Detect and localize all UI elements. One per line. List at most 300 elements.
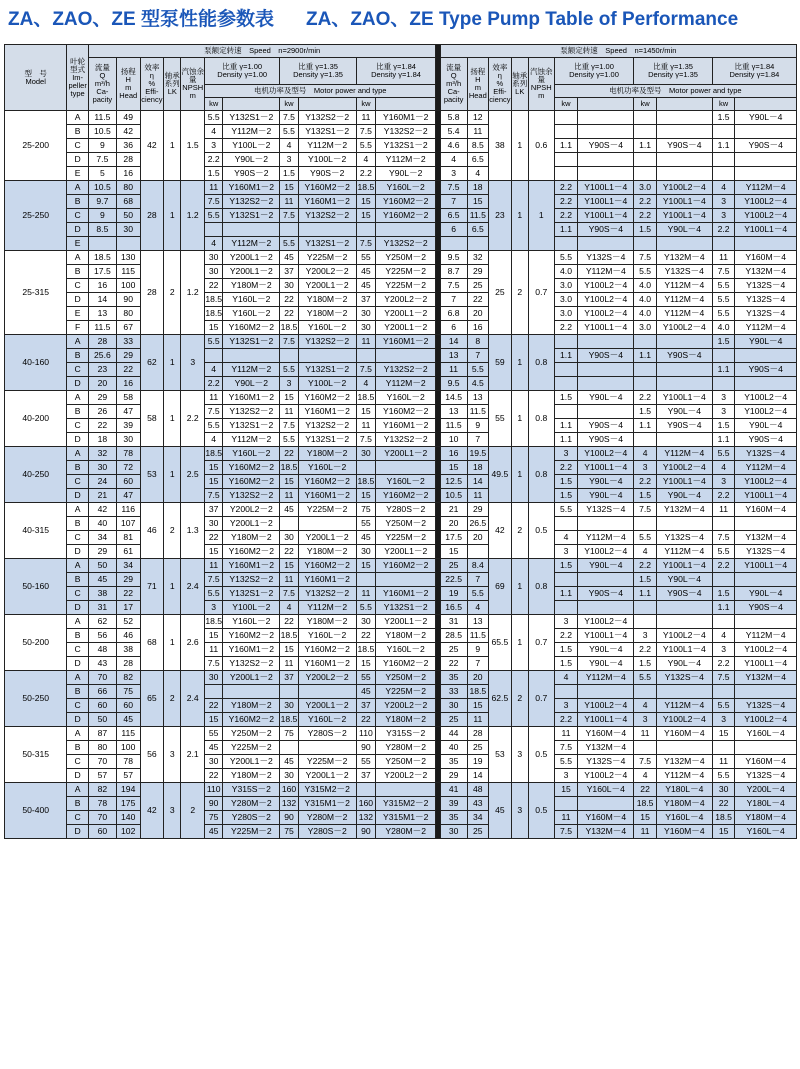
motor-1450-type-cell: Y100L2－4 [656,181,712,195]
head-1450-cell: 11.5 [467,629,489,643]
capacity-cell: 11.5 [88,111,116,125]
motor-1450-kw-cell [554,111,578,125]
motor-type-cell: Y280S－2 [298,825,356,839]
motor-1450-kw-cell: 4 [712,181,735,195]
motor-1450-kw-cell: 7.5 [634,503,657,517]
motor-kw-cell: 7.5 [280,209,298,223]
capacity-1450-cell: 11 [440,363,467,377]
npsh-cell: 2.1 [181,727,205,783]
motor-type-cell: Y160M2－2 [223,475,280,489]
motor-1450-type-cell: Y132S－4 [735,545,797,559]
model-cell: 40-200 [5,391,67,447]
impeller-type-cell: A [67,503,89,517]
table-row [5,251,797,265]
impeller-type-cell: D [67,433,89,447]
motor-1450-type-cell: Y180L－4 [656,783,712,797]
table-row [5,293,797,307]
motor-type-cell: Y200L1－2 [376,447,436,461]
table-row [5,657,797,671]
motor-1450-kw-cell: 4 [634,769,657,783]
impeller-type-cell: C [67,419,89,433]
motor-type-cell: Y200L1－2 [376,545,436,559]
impeller-type-cell: C [67,755,89,769]
motor-1450-kw-cell: 1.1 [554,139,578,153]
motor-kw-cell: 22 [280,447,298,461]
motor-1450-type-cell: Y160M－4 [735,251,797,265]
capacity-1450-cell: 6 [440,223,467,237]
motor-1450-type-cell: Y90L－4 [578,489,634,503]
motor-kw-cell: 7.5 [280,111,298,125]
head-1450-cell: 18.5 [467,685,489,699]
motor-kw-cell: 7.5 [205,573,223,587]
impeller-type-cell: C [67,643,89,657]
motor-1450-type-cell: Y160L－4 [656,811,712,825]
motor-kw-cell: 11 [280,489,298,503]
capacity-1450-cell: 35 [440,671,467,685]
capacity-1450-cell: 9.5 [440,251,467,265]
capacity-1450-cell: 5.8 [440,111,467,125]
motor-1450-kw-cell [712,615,735,629]
motor-type-cell: Y160M2－2 [376,405,436,419]
model-cell: 40-315 [5,503,67,559]
model-cell: 25-250 [5,181,67,251]
motor-type-cell: Y200L1－2 [298,531,356,545]
capacity-1450-cell: 39 [440,797,467,811]
motor-type-cell: Y160M2－2 [376,195,436,209]
head-1450-cell: 14 [467,475,489,489]
motor-1450-kw-cell: 4 [634,545,657,559]
head-cell: 115 [116,727,140,741]
motor-1450-type-cell: Y90S－4 [656,419,712,433]
impeller-type-cell: B [67,125,89,139]
head-1450-cell: 15 [467,699,489,713]
capacity-cell: 7.5 [88,153,116,167]
efficiency-1450-cell: 45 [489,783,512,839]
motor-1450-kw-cell [712,573,735,587]
impeller-type-cell: B [67,517,89,531]
impeller-type-cell: A [67,335,89,349]
motor-type-cell: Y90L－2 [376,167,436,181]
table-row [5,167,797,181]
pump-group [5,111,797,181]
header-head: 扬程 H m Head [116,58,140,111]
motor-kw-cell: 90 [205,797,223,811]
motor-1450-type-cell: Y160M－4 [578,727,634,741]
capacity-1450-cell: 10.5 [440,489,467,503]
header-density-3-1450: 比重 γ=1.84 Density γ=1.84 [712,58,796,85]
motor-1450-kw-cell [634,685,657,699]
motor-1450-kw-cell: 7.5 [554,825,578,839]
bearing-1450-cell: 1 [511,447,528,503]
head-cell: 28 [116,153,140,167]
table-row [5,783,797,797]
motor-1450-type-cell: Y112M－4 [656,293,712,307]
capacity-cell: 10.5 [88,125,116,139]
motor-1450-type-cell: Y90S－4 [735,433,797,447]
bearing-1450-cell: 1 [511,335,528,391]
motor-kw-cell: 132 [280,797,298,811]
capacity-cell: 34 [88,531,116,545]
impeller-type-cell: D [67,293,89,307]
head-1450-cell: 4 [467,601,489,615]
header-bearing-lk-1450: 轴承系列 LK [511,58,528,111]
motor-type-cell: Y315M1－2 [376,811,436,825]
motor-1450-kw-cell: 3 [634,461,657,475]
motor-1450-kw-cell: 18.5 [712,811,735,825]
efficiency-1450-cell: 69 [489,559,512,615]
motor-1450-kw-cell: 4 [554,671,578,685]
table-header [5,45,797,111]
capacity-1450-cell: 16 [440,447,467,461]
motor-1450-kw-cell: 3 [712,195,735,209]
capacity-cell: 38 [88,587,116,601]
capacity-cell: 22 [88,419,116,433]
motor-1450-kw-cell: 5.5 [712,307,735,321]
motor-kw-cell: 1.5 [280,167,298,181]
capacity-cell: 9.7 [88,195,116,209]
motor-kw-cell: 5.5 [356,601,375,615]
motor-kw-cell: 18.5 [356,391,375,405]
capacity-cell: 11.5 [88,321,116,335]
motor-kw-cell [356,573,375,587]
capacity-cell: 20 [88,377,116,391]
motor-1450-type-cell: Y100L2－4 [656,461,712,475]
bearing-cell: 1 [164,559,181,615]
motor-1450-kw-cell: 2.2 [554,195,578,209]
motor-type-cell: Y250M－2 [376,755,436,769]
capacity-1450-cell: 8.7 [440,265,467,279]
header-density-3: 比重 γ=1.84 Density γ=1.84 [356,58,436,85]
head-cell: 52 [116,615,140,629]
motor-type-cell: Y112M－2 [376,377,436,391]
table-row [5,559,797,573]
motor-kw-cell: 30 [205,251,223,265]
motor-1450-type-cell: Y90S－4 [578,419,634,433]
motor-type-cell: Y160M1－2 [298,405,356,419]
motor-1450-kw-cell: 7.5 [712,531,735,545]
motor-kw-cell: 22 [205,279,223,293]
motor-type-cell: Y132S1－2 [223,419,280,433]
motor-1450-type-cell: Y100L2－4 [735,405,797,419]
motor-1450-type-cell: Y100L2－4 [656,629,712,643]
motor-kw-cell: 37 [356,293,375,307]
motor-1450-type-cell: Y100L1－4 [578,181,634,195]
motor-1450-type-cell [735,685,797,699]
table-row [5,503,797,517]
motor-1450-kw-cell [712,517,735,531]
table-row [5,629,797,643]
motor-kw-cell: 37 [356,769,375,783]
motor-kw-cell: 15 [356,559,375,573]
table-row [5,237,797,251]
motor-type-cell: Y225M－2 [376,279,436,293]
motor-kw-cell: 18.5 [280,629,298,643]
head-1450-cell: 20 [467,307,489,321]
capacity-cell: 8.5 [88,223,116,237]
motor-kw-cell: 7.5 [205,405,223,419]
capacity-1450-cell: 7.5 [440,181,467,195]
motor-type-cell: Y280S－2 [298,727,356,741]
head-cell: 17 [116,601,140,615]
motor-kw-cell: 45 [356,265,375,279]
header-speed-2900: 泵额定转速 Speed n=2900r/min [88,45,435,58]
table-row [5,265,797,279]
motor-type-cell: Y132S1－2 [223,587,280,601]
motor-type-cell: Y160M2－2 [376,209,436,223]
motor-type-cell: Y200L1－2 [298,699,356,713]
impeller-type-cell: A [67,671,89,685]
impeller-type-cell: B [67,629,89,643]
header-efficiency: 效率 η % Effi- ciency [140,58,164,111]
head-1450-cell: 5.5 [467,363,489,377]
capacity-1450-cell: 25 [440,713,467,727]
motor-1450-type-cell: Y90S－4 [578,433,634,447]
motor-kw-cell: 18.5 [356,475,375,489]
motor-1450-kw-cell: 7.5 [712,265,735,279]
motor-1450-kw-cell [554,335,578,349]
head-1450-cell: 8.4 [467,559,489,573]
motor-1450-kw-cell: 4 [634,699,657,713]
motor-kw-cell: 15 [205,713,223,727]
motor-1450-kw-cell: 2.2 [634,195,657,209]
motor-1450-kw-cell [554,685,578,699]
head-1450-cell: 18 [467,461,489,475]
table-row [5,153,797,167]
motor-kw-cell: 4 [280,139,298,153]
pump-group [5,783,797,839]
head-1450-cell: 7 [467,657,489,671]
motor-kw-cell: 18.5 [280,461,298,475]
header-kw: kw [554,98,578,111]
motor-1450-kw-cell: 1.5 [554,559,578,573]
table-row [5,321,797,335]
motor-kw-cell: 11 [280,405,298,419]
motor-type-cell [223,223,280,237]
motor-kw-cell: 4 [356,377,375,391]
motor-kw-cell: 3 [280,377,298,391]
table-row [5,475,797,489]
motor-type-cell: Y160M2－2 [223,545,280,559]
motor-type-cell: Y160M2－2 [223,713,280,727]
motor-1450-kw-cell: 1.1 [554,433,578,447]
impeller-type-cell: B [67,195,89,209]
motor-1450-kw-cell: 3 [554,699,578,713]
efficiency-cell: 53 [140,447,164,503]
impeller-type-cell: C [67,475,89,489]
motor-kw-cell: 37 [205,503,223,517]
table-row [5,643,797,657]
motor-type-cell: Y225M－2 [376,531,436,545]
impeller-type-cell: A [67,783,89,797]
impeller-type-cell: B [67,461,89,475]
motor-1450-type-cell: Y90L－4 [656,405,712,419]
motor-kw-cell: 15 [205,475,223,489]
motor-1450-kw-cell: 3 [712,391,735,405]
head-cell: 42 [116,125,140,139]
motor-type-cell: Y160M2－2 [223,461,280,475]
motor-1450-kw-cell [634,601,657,615]
motor-1450-kw-cell: 5.5 [712,279,735,293]
head-1450-cell: 14 [467,769,489,783]
impeller-type-cell: C [67,139,89,153]
motor-1450-type-cell [656,153,712,167]
motor-kw-cell: 18.5 [205,447,223,461]
motor-type-cell: Y180M－2 [223,699,280,713]
motor-1450-kw-cell [634,125,657,139]
motor-1450-kw-cell: 1.5 [554,643,578,657]
motor-1450-kw-cell: 1.1 [634,587,657,601]
efficiency-cell: 58 [140,391,164,447]
head-1450-cell: 29 [467,265,489,279]
motor-type-cell: Y280M－2 [298,811,356,825]
motor-1450-kw-cell: 3.0 [554,279,578,293]
head-1450-cell: 8.5 [467,139,489,153]
pump-group [5,727,797,783]
motor-1450-kw-cell: 11 [712,503,735,517]
motor-type-cell: Y160M2－2 [376,657,436,671]
bearing-cell: 2 [164,671,181,727]
header-kw: kw [634,98,657,111]
motor-type-cell [376,783,436,797]
performance-table [4,44,797,839]
table-row [5,713,797,727]
motor-1450-type-cell: Y180M－4 [735,811,797,825]
pump-group [5,559,797,615]
motor-1450-type-cell: Y100L2－4 [578,615,634,629]
table-row [5,433,797,447]
motor-1450-kw-cell: 5.5 [634,531,657,545]
motor-1450-type-cell: Y112M－4 [656,447,712,461]
capacity-cell: 18.5 [88,251,116,265]
motor-1450-type-cell: Y132S－4 [656,671,712,685]
motor-type-cell: Y180M－2 [298,293,356,307]
capacity-1450-cell: 16.5 [440,601,467,615]
impeller-type-cell: B [67,573,89,587]
motor-1450-type-cell [735,573,797,587]
motor-1450-kw-cell: 30 [712,783,735,797]
capacity-1450-cell: 13 [440,405,467,419]
motor-kw-cell: 11 [356,111,375,125]
motor-type-cell: Y132S2－2 [223,657,280,671]
capacity-cell: 28 [88,335,116,349]
model-cell: 25-200 [5,111,67,181]
motor-type-cell [376,223,436,237]
motor-1450-kw-cell: 4.0 [634,279,657,293]
pump-group [5,181,797,251]
bearing-cell: 2 [164,251,181,335]
motor-type-cell: Y200L1－2 [298,279,356,293]
table-row [5,447,797,461]
motor-kw-cell: 5.5 [280,363,298,377]
motor-1450-type-cell: Y100L1－4 [656,209,712,223]
motor-1450-type-cell: Y132M－4 [578,825,634,839]
table-row [5,545,797,559]
motor-kw-cell: 5.5 [280,237,298,251]
capacity-cell [88,237,116,251]
motor-kw-cell: 15 [356,657,375,671]
motor-1450-type-cell [578,153,634,167]
motor-kw-cell: 110 [356,727,375,741]
motor-1450-kw-cell: 5.5 [712,447,735,461]
motor-kw-cell: 2.2 [205,377,223,391]
motor-kw-cell: 11 [205,559,223,573]
capacity-1450-cell: 15 [440,545,467,559]
motor-type-cell: Y90S－2 [298,167,356,181]
motor-type-cell: Y160M2－2 [298,475,356,489]
capacity-cell: 16 [88,279,116,293]
head-1450-cell: 25 [467,741,489,755]
head-cell: 72 [116,461,140,475]
motor-1450-kw-cell: 11 [712,251,735,265]
motor-1450-type-cell: Y90L－4 [735,335,797,349]
motor-kw-cell: 22 [280,615,298,629]
table-row [5,699,797,713]
motor-1450-kw-cell [712,741,735,755]
impeller-type-cell: C [67,531,89,545]
motor-1450-type-cell [656,741,712,755]
motor-1450-type-cell: Y90S－4 [578,587,634,601]
motor-type-cell: Y160M2－2 [376,489,436,503]
header-impeller-type: 叶轮型式 Im- peller type [67,45,89,111]
motor-1450-type-cell: Y100L1－4 [578,321,634,335]
head-cell: 67 [116,321,140,335]
capacity-1450-cell: 28.5 [440,629,467,643]
motor-kw-cell: 11 [280,573,298,587]
motor-kw-cell [356,461,375,475]
motor-type-cell: Y200L2－2 [298,265,356,279]
motor-1450-kw-cell: 1.5 [634,405,657,419]
motor-kw-cell: 30 [356,307,375,321]
capacity-1450-cell: 44 [440,727,467,741]
motor-kw-cell: 30 [280,769,298,783]
npsh-cell: 2.6 [181,615,205,671]
capacity-1450-cell: 10 [440,433,467,447]
motor-1450-type-cell: Y100L2－4 [735,195,797,209]
head-cell: 29 [116,349,140,363]
motor-kw-cell: 5.5 [205,209,223,223]
motor-type-cell: Y132S1－2 [223,335,280,349]
pump-group [5,503,797,559]
head-1450-cell: 11 [467,125,489,139]
table-row [5,811,797,825]
impeller-type-cell: A [67,615,89,629]
capacity-1450-cell: 5.4 [440,125,467,139]
capacity-cell: 60 [88,699,116,713]
motor-kw-cell: 5.5 [205,419,223,433]
head-1450-cell: 9 [467,419,489,433]
motor-1450-kw-cell: 1.1 [554,587,578,601]
motor-type-cell: Y280S－2 [376,503,436,517]
motor-kw-cell: 7.5 [280,335,298,349]
motor-type-cell: Y100L－2 [298,153,356,167]
capacity-cell: 57 [88,769,116,783]
motor-1450-type-cell: Y132S－4 [735,699,797,713]
motor-1450-kw-cell: 4 [712,461,735,475]
motor-1450-type-cell: Y100L2－4 [578,545,634,559]
motor-1450-kw-cell: 2.2 [554,629,578,643]
motor-1450-kw-cell [554,601,578,615]
bearing-cell: 3 [164,783,181,839]
motor-1450-kw-cell: 3 [712,475,735,489]
page-title [8,4,793,32]
motor-kw-cell [280,685,298,699]
motor-kw-cell: 4 [205,363,223,377]
npsh-1450-cell: 0.6 [528,111,554,181]
efficiency-cell: 65 [140,671,164,727]
motor-type-cell: Y225M－2 [298,251,356,265]
motor-kw-cell: 7.5 [356,363,375,377]
motor-1450-type-cell: Y100L1－4 [656,643,712,657]
